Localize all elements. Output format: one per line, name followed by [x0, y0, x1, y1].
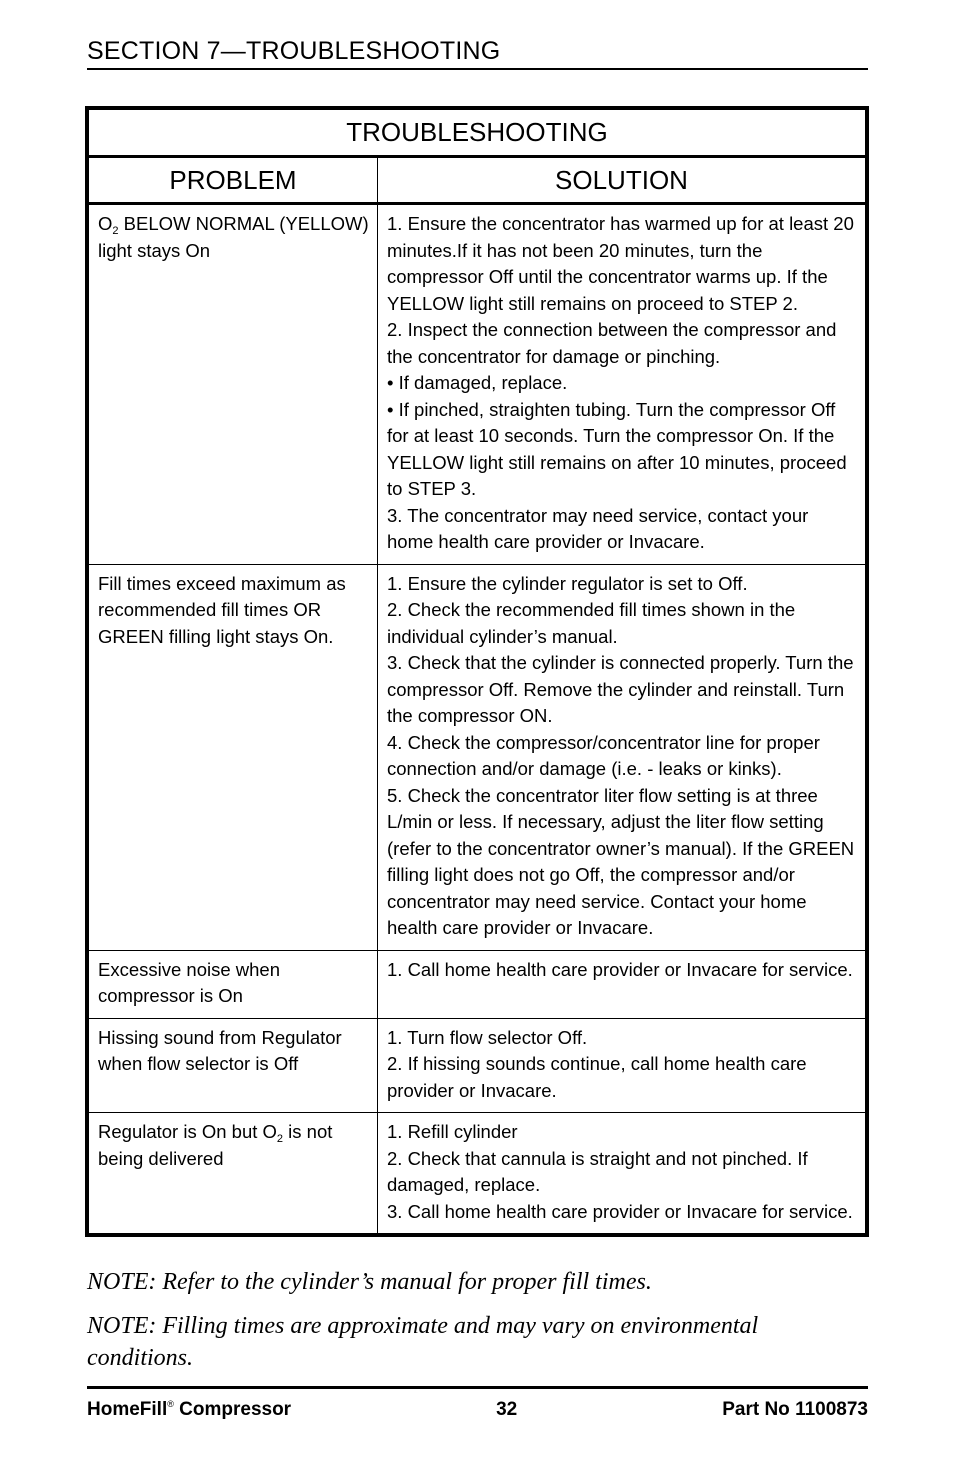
troubleshooting-table — [85, 106, 869, 1237]
table-row — [87, 204, 867, 565]
solution-step: 1. Call home health care provider or Invacare for service. — [387, 958, 853, 980]
solution-step: 1. Ensure the concentrator has warmed up for at least 20 minutes.If it has not been 20 minutes, turn the compressor Off until the concentrator warms up. If the YELLOW light still remains on proceed to STEP 2. — [387, 213, 854, 314]
footer-product — [87, 1399, 291, 1421]
problem-text: BELOW NORMAL (YELLOW) light stays On — [98, 213, 369, 261]
part-number: Part No 1100873 — [722, 1399, 868, 1420]
registered-mark: ® — [167, 1399, 174, 1409]
solution-step: 3. The concentrator may need service, contact your home health care provider or Invacare. — [387, 504, 809, 552]
solution-step: • If damaged, replace. — [387, 372, 568, 393]
solution-step: 3. Check that the cylinder is connected properly. Turn the compressor Off. Remove the cylinder and reinstall. Turn the compressor ON. — [387, 652, 854, 726]
table-title: TROUBLESHOOTING — [87, 108, 867, 157]
problem-text: O — [98, 213, 113, 234]
problem-text: Fill times exceed maximum as recommended fill times OR GREEN filling light stays On. — [98, 572, 346, 647]
problem-cell — [87, 204, 378, 565]
solution-step: 2. Check that cannula is straight and not pinched. If damaged, replace. — [387, 1147, 808, 1195]
problem-cell — [87, 564, 378, 950]
subscript: 2 — [112, 225, 119, 237]
solution-step: 2. Check the recommended fill times shown in the individual cylinder’s manual. — [387, 599, 796, 647]
product-name: HomeFill — [87, 1399, 168, 1420]
problem-column-header: PROBLEM — [87, 157, 378, 204]
problem-cell — [87, 1018, 378, 1113]
solution-column-header: SOLUTION — [378, 157, 868, 204]
notes — [87, 1266, 868, 1386]
problem-text: Regulator is On but O — [98, 1121, 277, 1142]
solution-cell — [378, 1018, 868, 1113]
table-row — [87, 564, 867, 950]
page-number: 32 — [496, 1399, 518, 1420]
solution-step: 1. Refill cylinder — [387, 1121, 518, 1142]
solution-step: • If pinched, straighten tubing. Turn the compressor Off for at least 10 seconds. Turn the compressor On. If the YELLOW light still remains on after 10 minutes, proceed to STEP 3. — [387, 398, 847, 499]
note: NOTE: Filling times are approximate and may vary on environmental conditions. — [87, 1313, 759, 1371]
problem-text: Hissing sound from Regulator when flow selector is Off — [98, 1026, 342, 1074]
table-row — [87, 950, 867, 1018]
solution-step: 5. Check the concentrator liter flow setting is at three L/min or less. If necessary, adjust the liter flow setting (refer to the concentrator owner’s manual). If the GREEN filling light does not go Off, the compressor and/or concentrator may need service. Contact your home health care provider or Invacare. — [387, 784, 855, 938]
solution-cell — [378, 1113, 868, 1236]
solution-step: 3. Call home health care provider or Invacare for service. — [387, 1200, 853, 1222]
solution-cell — [378, 950, 868, 1018]
solution-step: 4. Check the compressor/concentrator line for proper connection and/or damage (i.e. - leaks or kinks). — [387, 731, 820, 779]
problem-text: Excessive noise when compressor is On — [98, 958, 281, 1006]
table-row — [87, 1113, 867, 1236]
solution-cell — [378, 204, 868, 565]
problem-cell — [87, 1113, 378, 1236]
problem-cell — [87, 950, 378, 1018]
solution-step: 2. If hissing sounds continue, call home health care provider or Invacare. — [387, 1053, 807, 1101]
page-footer — [87, 1386, 868, 1421]
table-row — [87, 1018, 867, 1113]
solution-step: 2. Inspect the connection between the compressor and the concentrator for damage or pinching. — [387, 319, 837, 367]
solution-step: 1. Ensure the cylinder regulator is set to Off. — [387, 572, 748, 594]
problem-text: is not being delivered — [98, 1121, 333, 1169]
solution-cell — [378, 564, 868, 950]
section-title: SECTION 7—TROUBLESHOOTING — [87, 34, 868, 70]
note: NOTE: Refer to the cylinder’s manual for proper fill times. — [87, 1269, 652, 1295]
subscript: 2 — [276, 1133, 284, 1145]
product-suffix: Compressor — [173, 1399, 292, 1420]
solution-step: 1. Turn flow selector Off. — [387, 1026, 588, 1048]
